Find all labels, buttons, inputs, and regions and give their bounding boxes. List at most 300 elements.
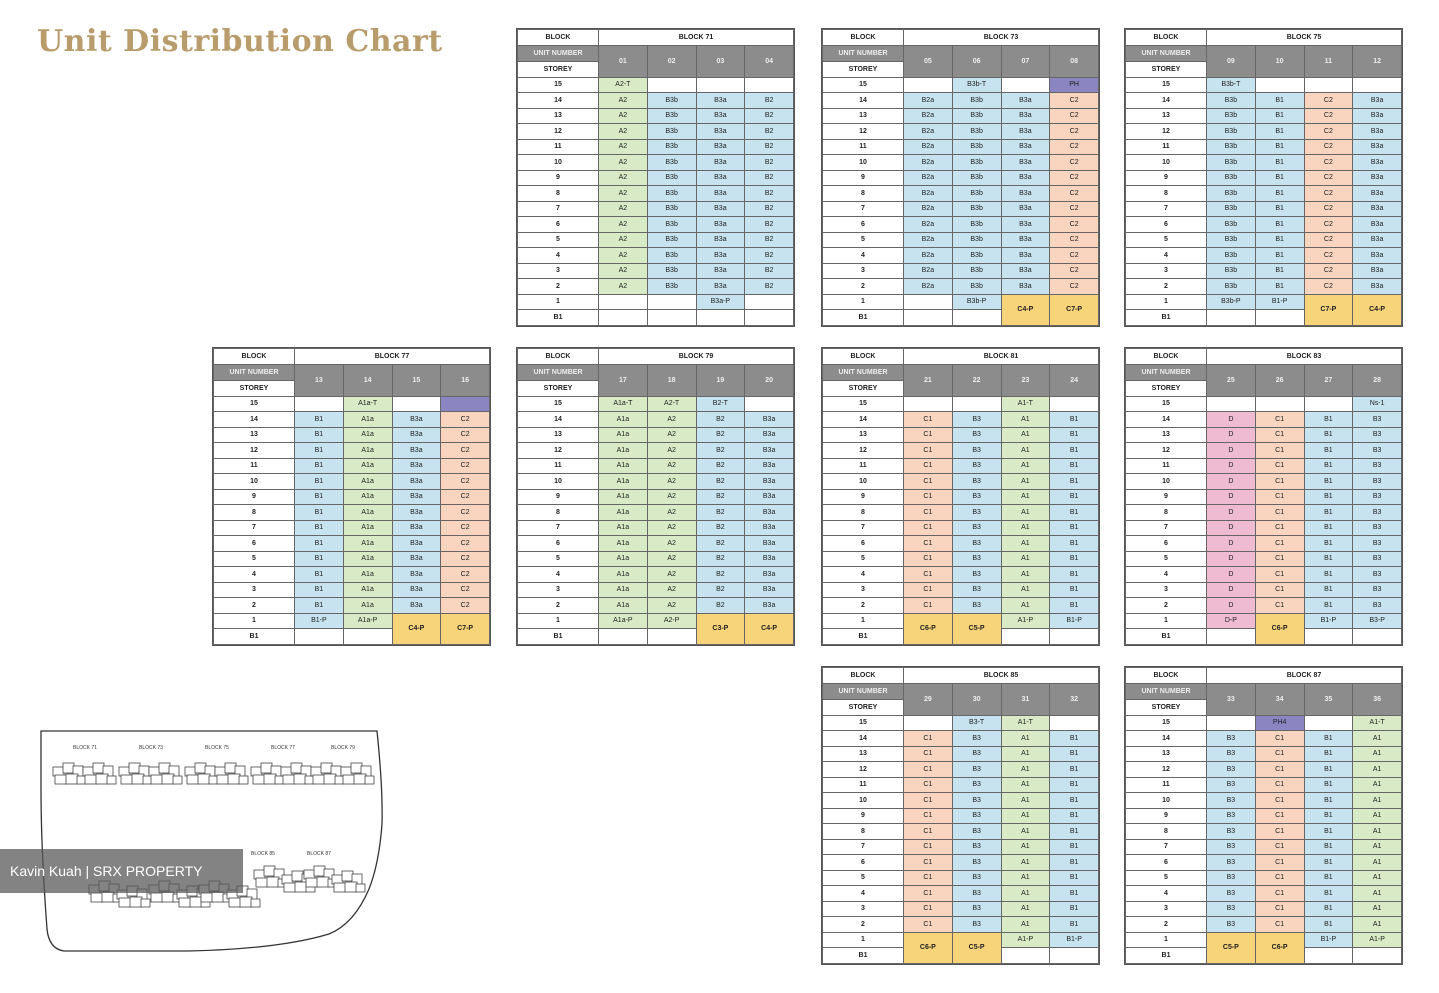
unit-cell: B3b [1207,217,1256,233]
unit-cell: B1 [1050,427,1099,443]
storey-label: STOREY [823,381,904,397]
unit-cell: B3-P [1353,613,1402,629]
storey-number: 13 [823,746,904,762]
unit-cell: D [1207,582,1256,598]
unit-cell: B1 [1255,248,1304,264]
unit-cell: C2 [1050,186,1099,202]
storey-number: 10 [518,155,599,171]
unit-number: 28 [1353,365,1402,397]
unit-cell: B3 [952,427,1001,443]
unit-cell: B1 [1304,489,1353,505]
unit-cell: B1 [1050,808,1099,824]
map-block-shape [132,774,144,784]
storey-number: 10 [1126,155,1207,171]
unit-cell: B1 [295,505,344,521]
unit-cell: C6-P [1255,932,1304,963]
storey-number: 12 [823,762,904,778]
unit-cell: A1 [1001,536,1050,552]
unit-cell [599,294,648,310]
unit-cell: B3b [952,186,1001,202]
unit-cell: C4-P [392,613,441,644]
storey-number: 7 [823,201,904,217]
unit-cell: B3a [1353,201,1402,217]
unit-cell: A2 [647,427,696,443]
unit-cell: B1 [1304,458,1353,474]
storey-number: 8 [1126,505,1207,521]
storey-number: 9 [823,170,904,186]
unit-cell: B2a [904,263,953,279]
unit-cell: C2 [1050,232,1099,248]
block-table [212,347,491,646]
storey-number: 14 [823,412,904,428]
unit-cell [1353,948,1402,964]
unit-cell: B3a [1353,93,1402,109]
unit-cell: B1 [1255,263,1304,279]
unit-cell: C4-P [1353,294,1402,325]
unit-cell: A1-P [1001,613,1050,629]
unit-cell: A2 [647,458,696,474]
unit-cell: A1 [1001,777,1050,793]
storey-number: 1 [518,294,599,310]
unit-cell: A1a [599,551,648,567]
unit-cell: C7-P [1050,294,1099,325]
unit-cell: B3a [1353,232,1402,248]
unit-cell: B1 [1050,474,1099,490]
unit-cell: B2 [696,567,745,583]
unit-cell: C1 [1255,731,1304,747]
storey-number: 7 [518,520,599,536]
unit-cell: B2 [745,248,794,264]
unit-number: 02 [647,46,696,78]
map-block-label: BLOCK 85 [251,851,275,857]
unit-cell: C2 [1050,279,1099,295]
storey-number: B1 [1126,310,1207,326]
unit-cell: B3 [1353,427,1402,443]
unit-cell [1353,77,1402,93]
storey-number: 15 [1126,77,1207,93]
unit-cell: A1a [599,598,648,614]
storey-number: 4 [518,248,599,264]
unit-cell: C1 [904,443,953,459]
unit-number: 13 [295,365,344,397]
unit-cell: C1 [1255,443,1304,459]
unit-cell: C1 [1255,474,1304,490]
unit-cell: B2 [745,232,794,248]
map-block-shape [228,774,240,784]
unit-number-label: UNIT NUMBER [1126,46,1207,62]
unit-cell: A2 [599,170,648,186]
unit-cell: B1 [1050,917,1099,933]
storey-number: 6 [214,536,295,552]
unit-cell: B1 [1304,793,1353,809]
unit-cell: B3b [1207,279,1256,295]
unit-cell: A1a [599,567,648,583]
unit-cell: B1 [1304,870,1353,886]
unit-cell: A1 [1353,808,1402,824]
unit-cell: A1-P [1001,932,1050,948]
unit-cell: B3a [696,279,745,295]
storey-number: 15 [823,396,904,412]
storey-number: 3 [1126,901,1207,917]
unit-cell [904,77,953,93]
storey-number: B1 [1126,948,1207,964]
unit-cell: C1 [1255,598,1304,614]
unit-cell: B3a [1353,248,1402,264]
unit-cell [1207,629,1256,645]
unit-cell: A1 [1001,870,1050,886]
unit-number: 14 [343,365,392,397]
unit-cell: A1 [1001,474,1050,490]
storey-number: 1 [518,613,599,629]
unit-cell: D [1207,427,1256,443]
unit-cell: B3 [1207,824,1256,840]
unit-cell: B3 [952,520,1001,536]
unit-cell: A2 [599,232,648,248]
unit-cell: B1 [1304,901,1353,917]
unit-cell: A2 [599,139,648,155]
unit-cell: B3 [952,505,1001,521]
storey-number: B1 [214,629,295,645]
unit-cell: B3a [1353,279,1402,295]
unit-cell: A1a-T [343,396,392,412]
unit-cell [295,629,344,645]
unit-cell: B3a [392,582,441,598]
unit-cell [1050,629,1099,645]
unit-cell: B3b [1207,201,1256,217]
block-name: BLOCK 73 [904,30,1099,46]
unit-cell: PH4 [1255,715,1304,731]
unit-cell: A1a [343,427,392,443]
unit-cell: A1a [343,474,392,490]
storey-number: 14 [518,93,599,109]
unit-cell: A2 [599,248,648,264]
unit-cell: B3a [1353,155,1402,171]
map-block-label: BLOCK 71 [73,745,97,751]
unit-number: 03 [696,46,745,78]
unit-cell: C2 [1304,170,1353,186]
unit-cell: C2 [441,536,490,552]
unit-cell: A2 [647,489,696,505]
unit-cell: B2 [745,108,794,124]
storey-number: 15 [518,77,599,93]
unit-cell: C2 [441,598,490,614]
unit-number: 15 [392,365,441,397]
unit-cell: B2 [745,93,794,109]
unit-cell: C1 [1255,793,1304,809]
unit-cell: A1 [1001,839,1050,855]
unit-cell: Ns-1 [1353,396,1402,412]
unit-cell: B2 [696,520,745,536]
map-block-shape [151,775,163,784]
unit-cell: B3a [1353,217,1402,233]
storey-number: 3 [1126,263,1207,279]
map-block-label: BLOCK 77 [271,745,295,751]
map-block-label: BLOCK 79 [331,745,355,751]
storey-number: 5 [823,232,904,248]
unit-cell: B1 [1304,777,1353,793]
unit-cell: A1a [343,536,392,552]
unit-cell: C1 [1255,808,1304,824]
storey-number: 4 [1126,886,1207,902]
unit-cell: A1 [1353,839,1402,855]
block-name: BLOCK 71 [599,30,794,46]
unit-cell: B3a [1001,93,1050,109]
storey-number: 8 [1126,824,1207,840]
unit-cell: B3 [1207,793,1256,809]
storey-number: 1 [1126,613,1207,629]
unit-cell: B3 [952,598,1001,614]
unit-cell: A1 [1353,824,1402,840]
unit-cell: C1 [904,824,953,840]
unit-cell: B3 [1353,520,1402,536]
map-block-shape [314,866,325,876]
unit-cell: C2 [1050,139,1099,155]
unit-cell: B1 [1304,839,1353,855]
unit-cell: B3 [952,582,1001,598]
storey-number: 5 [518,551,599,567]
unit-cell: C2 [1304,201,1353,217]
storey-number: 9 [823,489,904,505]
storey-number: 11 [823,458,904,474]
unit-number: 16 [441,365,490,397]
unit-cell: A2 [647,582,696,598]
unit-cell: B1 [1050,505,1099,521]
unit-cell: B3b [952,217,1001,233]
unit-cell: C1 [904,731,953,747]
storey-number: 11 [823,777,904,793]
map-block-label: BLOCK 73 [139,745,163,751]
unit-cell: B3a [696,186,745,202]
block-label: BLOCK [1126,349,1207,365]
unit-cell: C1 [904,793,953,809]
unit-cell: B3 [952,917,1001,933]
storey-number: 10 [518,474,599,490]
map-block-shape [173,776,182,784]
unit-cell: C2 [1050,201,1099,217]
unit-cell: A1 [1001,567,1050,583]
unit-cell: A1a [343,505,392,521]
unit-number: 12 [1353,46,1402,78]
unit-cell: C1 [1255,427,1304,443]
block-table [516,347,795,646]
storey-number: 1 [823,294,904,310]
unit-cell: B3 [1207,917,1256,933]
unit-cell: A1-T [1001,396,1050,412]
unit-cell: C2 [1050,155,1099,171]
map-block-shape [356,884,365,892]
unit-cell: C1 [1255,551,1304,567]
storey-number: 10 [823,793,904,809]
unit-cell: B3 [952,567,1001,583]
storey-number: 7 [518,201,599,217]
storey-number: 8 [214,505,295,521]
unit-cell: A2 [599,217,648,233]
map-block-shape [264,866,275,876]
map-block-shape [256,878,268,887]
storey-number: 13 [1126,427,1207,443]
unit-cell: B3a [1001,232,1050,248]
unit-cell: C4-P [745,613,794,644]
storey-number: 10 [214,474,295,490]
unit-cell: C1 [904,855,953,871]
unit-cell: B1 [295,458,344,474]
storey-number: 11 [823,139,904,155]
unit-cell: B3 [1207,746,1256,762]
storey-number: 6 [823,536,904,552]
unit-cell: B3 [1353,443,1402,459]
unit-cell: B1 [1255,170,1304,186]
unit-cell: C1 [904,808,953,824]
unit-cell: B3 [952,762,1001,778]
unit-cell: C1 [1255,505,1304,521]
unit-cell: C6-P [904,932,953,963]
map-block-shape [324,774,336,784]
unit-cell: B3-T [952,715,1001,731]
unit-cell: B2 [745,263,794,279]
unit-cell: B1 [1304,551,1353,567]
unit-cell: B2 [745,124,794,140]
unit-cell: B1 [295,427,344,443]
unit-number-label: UNIT NUMBER [1126,684,1207,700]
map-block-shape [334,883,346,892]
unit-number: 36 [1353,684,1402,716]
unit-cell: B3a [392,443,441,459]
storey-number: B1 [823,629,904,645]
storey-number: 15 [518,396,599,412]
storey-number: 12 [518,443,599,459]
unit-cell: B3a [1001,217,1050,233]
storey-label: STOREY [1126,700,1207,716]
storey-number: 5 [1126,551,1207,567]
unit-cell: C1 [904,474,953,490]
storey-number: 10 [823,474,904,490]
unit-cell: B1-P [1050,932,1099,948]
unit-cell: C2 [441,582,490,598]
unit-number-label: UNIT NUMBER [823,684,904,700]
unit-cell: B3 [1353,505,1402,521]
unit-cell: B3b-P [952,294,1001,310]
unit-cell [1050,396,1099,412]
storey-number: 14 [518,412,599,428]
unit-cell: A1 [1001,505,1050,521]
storey-number: 5 [214,551,295,567]
block-name: BLOCK 83 [1207,349,1402,365]
unit-cell: B3a [392,536,441,552]
map-block-shape [212,892,224,902]
unit-cell: B3 [1207,855,1256,871]
unit-cell: C1 [1255,412,1304,428]
unit-cell: A2 [647,474,696,490]
unit-cell: A2 [599,201,648,217]
unit-cell: B3 [1353,582,1402,598]
unit-cell: B3b [647,217,696,233]
unit-cell: B1 [1304,746,1353,762]
unit-cell: A1a [599,412,648,428]
unit-cell [1001,948,1050,964]
unit-cell: B2 [696,505,745,521]
unit-cell: A1 [1001,458,1050,474]
unit-cell: B2 [696,536,745,552]
unit-cell: B3b [1207,248,1256,264]
unit-cell: A2 [647,505,696,521]
site-plan-drawing [39,729,384,954]
unit-cell: B3 [952,731,1001,747]
unit-cell: B2a [904,217,953,233]
unit-cell: C7-P [441,613,490,644]
unit-cell: C2 [1304,139,1353,155]
unit-cell: D [1207,505,1256,521]
unit-cell: B3b-P [1207,294,1256,310]
unit-cell: A1 [1001,793,1050,809]
unit-cell: A1 [1353,855,1402,871]
unit-cell: B3 [1353,412,1402,428]
storey-number: 13 [518,427,599,443]
unit-cell: B1 [1255,232,1304,248]
unit-cell: C1 [904,520,953,536]
unit-cell: B1 [1255,201,1304,217]
unit-cell [696,77,745,93]
unit-cell: A1a [343,567,392,583]
storey-number: 15 [823,77,904,93]
storey-number: 3 [823,582,904,598]
unit-cell: B1 [1050,731,1099,747]
storey-label: STOREY [823,700,904,716]
map-block-shape [93,763,104,773]
unit-cell: D [1207,443,1256,459]
unit-cell: B3 [1353,489,1402,505]
storey-number: 4 [1126,248,1207,264]
storey-number: 3 [1126,582,1207,598]
unit-cell: B3a [745,443,794,459]
unit-cell: B2 [696,598,745,614]
storey-number: 2 [823,917,904,933]
unit-cell: B1 [295,474,344,490]
unit-cell: B2 [745,217,794,233]
unit-number-label: UNIT NUMBER [1126,365,1207,381]
storey-number: 2 [823,279,904,295]
storey-number: 11 [1126,139,1207,155]
unit-cell: B3b [952,155,1001,171]
unit-cell [745,77,794,93]
unit-cell: B3b [1207,232,1256,248]
unit-cell [1255,77,1304,93]
unit-cell [647,77,696,93]
unit-cell: B2a [904,170,953,186]
map-block-shape [317,877,329,887]
storey-number: 4 [1126,567,1207,583]
unit-number: 17 [599,365,648,397]
unit-cell: B1 [1050,777,1099,793]
unit-cell: C5-P [952,613,1001,644]
unit-cell: C1 [1255,839,1304,855]
unit-cell: C1 [904,870,953,886]
unit-cell: C1 [1255,536,1304,552]
unit-cell: B1 [1255,155,1304,171]
unit-cell: A1 [1353,917,1402,933]
unit-cell: B1 [1304,886,1353,902]
unit-cell: D [1207,412,1256,428]
block-table [821,666,1100,965]
block-table [821,347,1100,646]
unit-cell [1304,948,1353,964]
map-block-shape [294,774,306,784]
unit-cell: B3 [952,458,1001,474]
unit-cell: B3a [1001,201,1050,217]
unit-number: 07 [1001,46,1050,78]
storey-number: 14 [1126,93,1207,109]
unit-number: 04 [745,46,794,78]
storey-number: 11 [1126,777,1207,793]
